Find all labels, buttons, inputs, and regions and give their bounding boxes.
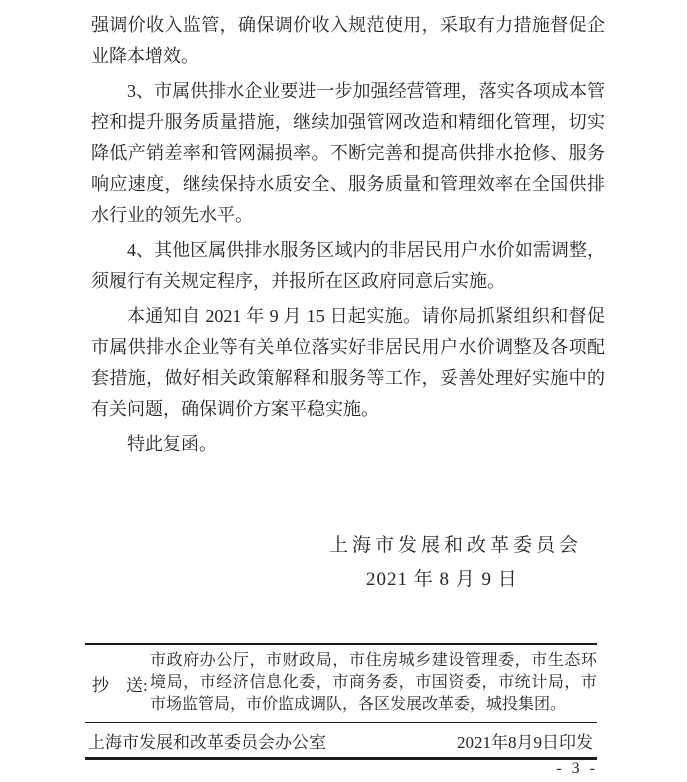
signature-issuer: 上海市发展和改革委员会 <box>329 535 583 556</box>
body-paragraph: 本通知自 2021 年 9 月 15 日起实施。请你局抓紧组织和督促市属供排水企业等有关单位落实好非居民用户水价调整及各项配套措施，做好相关政策解释和服务等工作，妥善处理好实施中的有关问题，确保调价方案平稳实施。 <box>91 306 605 419</box>
issuing-office: 上海市发展和改革委员会办公室 <box>88 732 326 752</box>
signature-date: 2021 年 8 月 9 日 <box>366 569 518 590</box>
footer-row <box>85 723 597 757</box>
body-paragraph: 强调价收入监管，确保调价收入规范使用，采取有力措施督促企业降本增效。 <box>91 15 605 66</box>
document-body <box>91 10 605 464</box>
cc-recipients: 市政府办公厅，市财政局，市住房城乡建设管理委，市生态环境局，市经济信息化委，市商务委，市国资委，市统计局，市市场监管局，市价监成调队，各区发展改革委，城投集团。 <box>150 652 597 713</box>
page-number: - 3 - <box>556 760 598 777</box>
body-paragraph: 3、市属供排水企业要进一步加强经营管理，落实各项成本管控和提升服务质量措施，继续加强管网改造和精细化管理，切实降低产销差率和管网漏损率。不断完善和提高供排水抢修、服务响应速度，继续保持水质安全、服务质量和管理效率在全国供排水行业的领先水平。 <box>91 81 605 225</box>
body-paragraph: 4、其他区属供排水服务区域内的非居民用户水价如需调整，须履行有关规定程序，并报所在区政府同意后实施。 <box>91 240 605 291</box>
cc-row <box>85 645 597 723</box>
cc-block <box>85 643 597 760</box>
body-paragraph: 特此复函。 <box>127 434 217 454</box>
cc-label: 抄 送: <box>92 675 148 695</box>
print-date: 2021年8月9日印发 <box>457 732 593 752</box>
